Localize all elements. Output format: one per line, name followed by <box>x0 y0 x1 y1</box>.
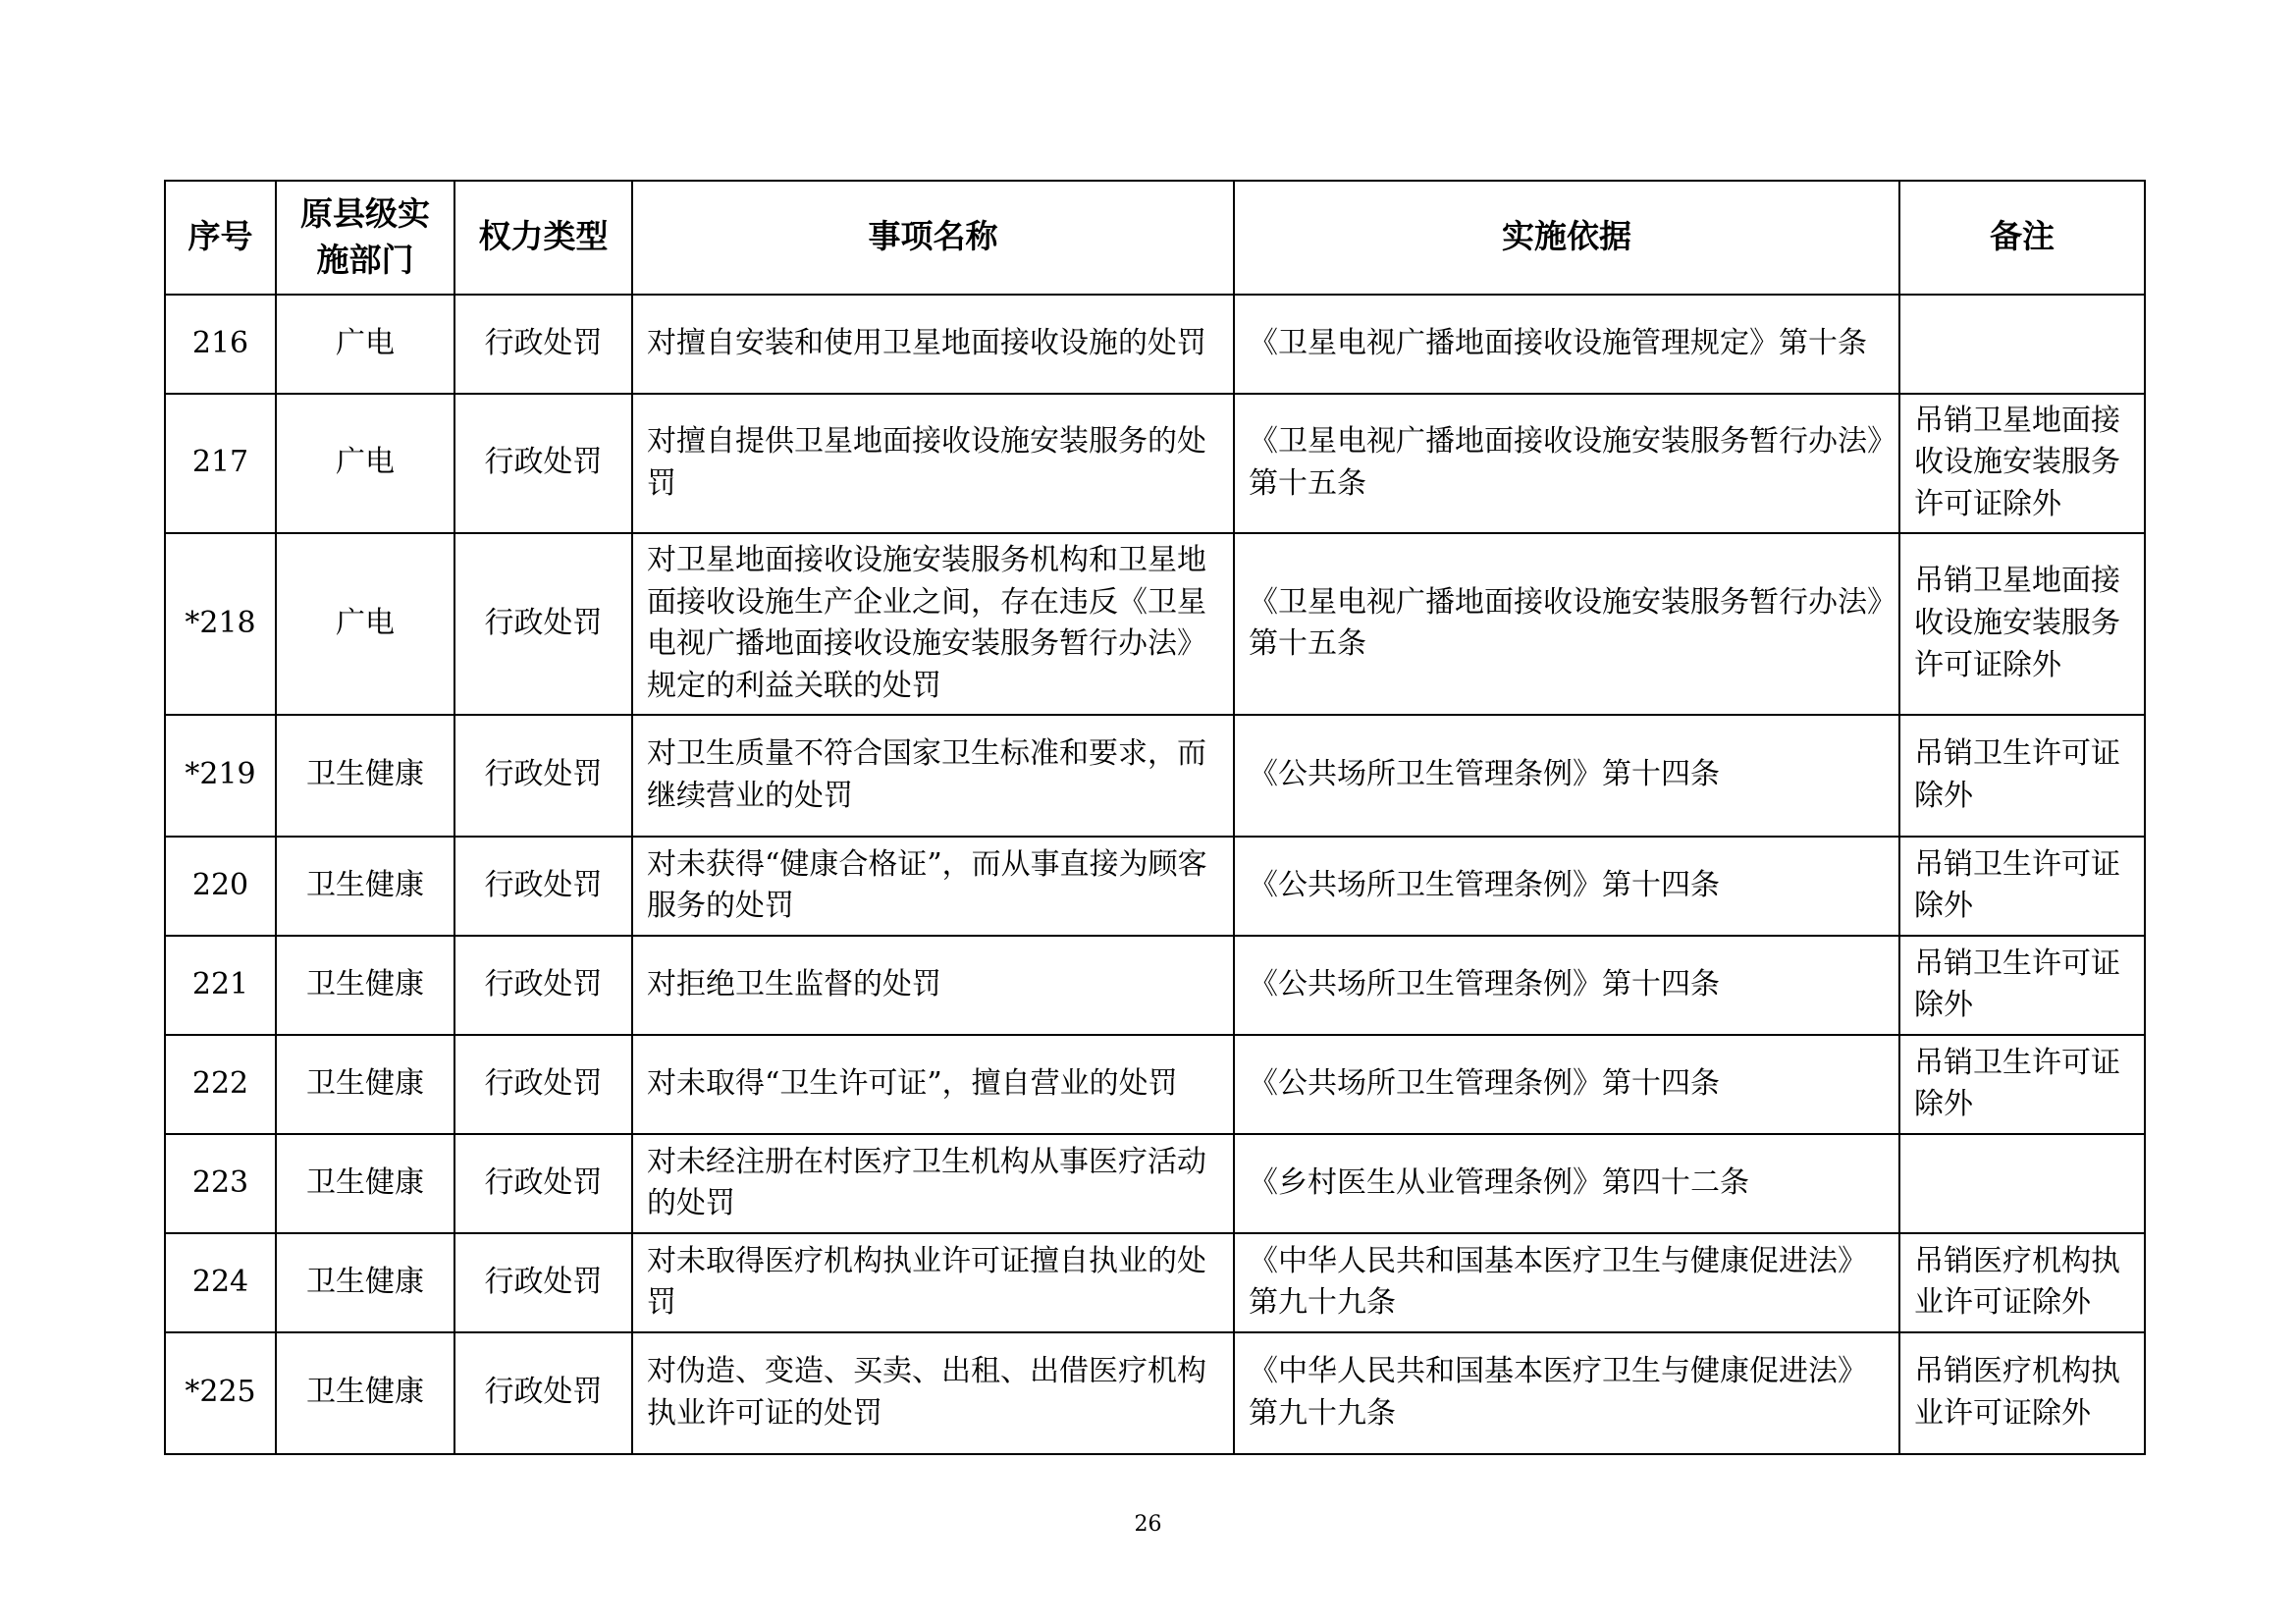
cell-num: 216 <box>165 295 276 394</box>
cell-item: 对未获得“健康合格证”，而从事直接为顾客服务的处罚 <box>632 837 1234 936</box>
cell-num: *218 <box>165 533 276 715</box>
cell-item: 对卫星地面接收设施安装服务机构和卫星地面接收设施生产企业之间，存在违反《卫星电视广播地面接收设施安装服务暂行办法》规定的利益关联的处罚 <box>632 533 1234 715</box>
cell-note: 吊销卫生许可证除外 <box>1899 715 2145 837</box>
header-dept: 原县级实施部门 <box>276 181 454 295</box>
cell-basis: 《中华人民共和国基本医疗卫生与健康促进法》第九十九条 <box>1234 1332 1899 1454</box>
cell-type: 行政处罚 <box>454 1035 632 1134</box>
header-note: 备注 <box>1899 181 2145 295</box>
cell-type: 行政处罚 <box>454 1233 632 1332</box>
cell-dept: 卫生健康 <box>276 1035 454 1134</box>
cell-basis: 《公共场所卫生管理条例》第十四条 <box>1234 936 1899 1035</box>
cell-num: 221 <box>165 936 276 1035</box>
cell-basis: 《卫星电视广播地面接收设施安装服务暂行办法》第十五条 <box>1234 394 1899 533</box>
table-row <box>165 1134 2145 1233</box>
cell-type: 行政处罚 <box>454 295 632 394</box>
cell-num: *219 <box>165 715 276 837</box>
cell-dept: 卫生健康 <box>276 715 454 837</box>
cell-basis: 《卫星电视广播地面接收设施安装服务暂行办法》第十五条 <box>1234 533 1899 715</box>
header-num: 序号 <box>165 181 276 295</box>
cell-note: 吊销卫生许可证除外 <box>1899 1035 2145 1134</box>
cell-note: 吊销卫星地面接收设施安装服务许可证除外 <box>1899 394 2145 533</box>
cell-basis: 《公共场所卫生管理条例》第十四条 <box>1234 837 1899 936</box>
table-row <box>165 1035 2145 1134</box>
cell-note: 吊销卫生许可证除外 <box>1899 936 2145 1035</box>
cell-item: 对擅自安装和使用卫星地面接收设施的处罚 <box>632 295 1234 394</box>
power-list-table <box>164 180 2146 1455</box>
cell-dept: 广电 <box>276 394 454 533</box>
header-row <box>165 181 2145 295</box>
cell-type: 行政处罚 <box>454 394 632 533</box>
cell-item: 对未经注册在村医疗卫生机构从事医疗活动的处罚 <box>632 1134 1234 1233</box>
cell-dept: 卫生健康 <box>276 837 454 936</box>
table-header <box>165 181 2145 295</box>
cell-note: 吊销医疗机构执业许可证除外 <box>1899 1233 2145 1332</box>
cell-note: 吊销卫生许可证除外 <box>1899 837 2145 936</box>
cell-num: *225 <box>165 1332 276 1454</box>
cell-num: 223 <box>165 1134 276 1233</box>
header-type: 权力类型 <box>454 181 632 295</box>
cell-basis: 《卫星电视广播地面接收设施管理规定》第十条 <box>1234 295 1899 394</box>
cell-type: 行政处罚 <box>454 1332 632 1454</box>
cell-type: 行政处罚 <box>454 936 632 1035</box>
cell-item: 对伪造、变造、买卖、出租、出借医疗机构执业许可证的处罚 <box>632 1332 1234 1454</box>
cell-dept: 广电 <box>276 533 454 715</box>
cell-item: 对拒绝卫生监督的处罚 <box>632 936 1234 1035</box>
cell-type: 行政处罚 <box>454 715 632 837</box>
table-row <box>165 837 2145 936</box>
header-basis: 实施依据 <box>1234 181 1899 295</box>
cell-dept: 卫生健康 <box>276 936 454 1035</box>
cell-type: 行政处罚 <box>454 837 632 936</box>
cell-basis: 《中华人民共和国基本医疗卫生与健康促进法》第九十九条 <box>1234 1233 1899 1332</box>
table-body <box>165 295 2145 1454</box>
cell-item: 对未取得医疗机构执业许可证擅自执业的处罚 <box>632 1233 1234 1332</box>
cell-dept: 卫生健康 <box>276 1332 454 1454</box>
cell-num: 222 <box>165 1035 276 1134</box>
cell-note <box>1899 1134 2145 1233</box>
cell-basis: 《公共场所卫生管理条例》第十四条 <box>1234 715 1899 837</box>
cell-note <box>1899 295 2145 394</box>
cell-note: 吊销卫星地面接收设施安装服务许可证除外 <box>1899 533 2145 715</box>
header-item: 事项名称 <box>632 181 1234 295</box>
cell-num: 217 <box>165 394 276 533</box>
table-row <box>165 295 2145 394</box>
table-row <box>165 1332 2145 1454</box>
cell-item: 对卫生质量不符合国家卫生标准和要求，而继续营业的处罚 <box>632 715 1234 837</box>
cell-note: 吊销医疗机构执业许可证除外 <box>1899 1332 2145 1454</box>
cell-num: 224 <box>165 1233 276 1332</box>
cell-type: 行政处罚 <box>454 1134 632 1233</box>
table-row <box>165 533 2145 715</box>
cell-basis: 《乡村医生从业管理条例》第四十二条 <box>1234 1134 1899 1233</box>
cell-dept: 卫生健康 <box>276 1134 454 1233</box>
cell-dept: 广电 <box>276 295 454 394</box>
cell-num: 220 <box>165 837 276 936</box>
cell-basis: 《公共场所卫生管理条例》第十四条 <box>1234 1035 1899 1134</box>
table-row <box>165 936 2145 1035</box>
table-row <box>165 1233 2145 1332</box>
page-number: 26 <box>1134 1512 1162 1537</box>
cell-type: 行政处罚 <box>454 533 632 715</box>
cell-dept: 卫生健康 <box>276 1233 454 1332</box>
cell-item: 对未取得“卫生许可证”，擅自营业的处罚 <box>632 1035 1234 1134</box>
cell-item: 对擅自提供卫星地面接收设施安装服务的处罚 <box>632 394 1234 533</box>
table-row <box>165 715 2145 837</box>
table-row <box>165 394 2145 533</box>
